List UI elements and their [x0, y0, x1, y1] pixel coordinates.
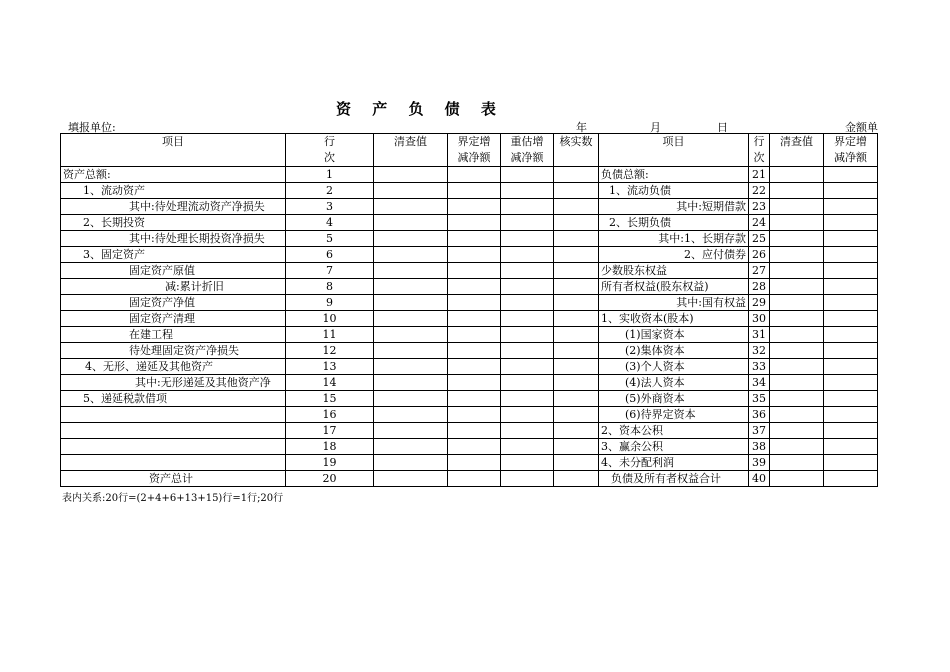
asset-verified-value: [554, 439, 599, 455]
asset-row-no: 4: [286, 215, 374, 231]
liability-defined-change: [824, 263, 878, 279]
liability-defined-change: [824, 215, 878, 231]
table-row: [61, 359, 878, 375]
asset-revalue-change: [501, 407, 554, 423]
header-row-no: 行 次: [286, 134, 374, 167]
asset-verified-value: [554, 263, 599, 279]
asset-item: 其中:无形递延及其他资产净: [61, 375, 286, 391]
liability-defined-change: [824, 327, 878, 343]
asset-defined-change: [448, 263, 501, 279]
asset-defined-change: [448, 295, 501, 311]
asset-check-value: [374, 391, 448, 407]
asset-revalue-change: [501, 439, 554, 455]
asset-item: 在建工程: [61, 327, 286, 343]
asset-item: 1、流动资产: [61, 183, 286, 199]
asset-defined-change: [448, 247, 501, 263]
asset-row-no: 5: [286, 231, 374, 247]
asset-defined-change: [448, 215, 501, 231]
liability-item: 3、赢余公积: [599, 439, 749, 455]
liability-defined-change: [824, 439, 878, 455]
table-row: [61, 471, 878, 487]
liability-row-no: 25: [749, 231, 770, 247]
liability-check-value: [770, 247, 824, 263]
asset-row-no: 14: [286, 375, 374, 391]
table-row: [61, 183, 878, 199]
asset-revalue-change: [501, 263, 554, 279]
asset-row-no: 12: [286, 343, 374, 359]
liability-item: (4)法人资本: [599, 375, 749, 391]
table-row: [61, 375, 878, 391]
liability-check-value: [770, 343, 824, 359]
header-row: [61, 134, 878, 167]
liability-item: 所有者权益(股东权益): [599, 279, 749, 295]
table-row: [61, 279, 878, 295]
asset-item: 固定资产净值: [61, 295, 286, 311]
asset-revalue-change: [501, 231, 554, 247]
asset-row-no: 6: [286, 247, 374, 263]
day-label: 日: [717, 121, 728, 134]
asset-row-no: 16: [286, 407, 374, 423]
liability-check-value: [770, 407, 824, 423]
header-item-right: 项目: [599, 134, 749, 167]
table-row: [61, 391, 878, 407]
table-row: [61, 199, 878, 215]
asset-check-value: [374, 215, 448, 231]
asset-check-value: [374, 263, 448, 279]
asset-revalue-change: [501, 391, 554, 407]
asset-row-no: 17: [286, 423, 374, 439]
asset-row-no: 10: [286, 311, 374, 327]
asset-defined-change: [448, 423, 501, 439]
asset-check-value: [374, 375, 448, 391]
liability-check-value: [770, 375, 824, 391]
liability-row-no: 21: [749, 167, 770, 183]
asset-verified-value: [554, 455, 599, 471]
liability-check-value: [770, 215, 824, 231]
liability-item: 其中:国有权益: [599, 295, 749, 311]
liability-check-value: [770, 167, 824, 183]
asset-revalue-change: [501, 359, 554, 375]
liability-defined-change: [824, 359, 878, 375]
liability-check-value: [770, 327, 824, 343]
balance-sheet-table: [60, 133, 878, 487]
asset-defined-change: [448, 327, 501, 343]
header-check-value-right: 清查值: [770, 134, 824, 167]
liability-item: 2、长期负债: [599, 215, 749, 231]
asset-revalue-change: [501, 247, 554, 263]
asset-check-value: [374, 423, 448, 439]
table-row: [61, 407, 878, 423]
asset-item: 资产总额:: [61, 167, 286, 183]
liability-item: (3)个人资本: [599, 359, 749, 375]
asset-row-no: 19: [286, 455, 374, 471]
asset-verified-value: [554, 167, 599, 183]
liability-row-no: 28: [749, 279, 770, 295]
asset-row-no: 1: [286, 167, 374, 183]
liability-check-value: [770, 391, 824, 407]
table-row: [61, 215, 878, 231]
liability-row-no: 37: [749, 423, 770, 439]
asset-row-no: 7: [286, 263, 374, 279]
liability-defined-change: [824, 407, 878, 423]
header-defined-change-right: 界定增 减净额: [824, 134, 878, 167]
asset-revalue-change: [501, 375, 554, 391]
liability-row-no: 36: [749, 407, 770, 423]
header-row-no-right: 行 次: [749, 134, 770, 167]
liability-defined-change: [824, 375, 878, 391]
asset-verified-value: [554, 359, 599, 375]
asset-check-value: [374, 199, 448, 215]
asset-revalue-change: [501, 215, 554, 231]
asset-item: [61, 423, 286, 439]
liability-defined-change: [824, 295, 878, 311]
liability-defined-change: [824, 279, 878, 295]
asset-defined-change: [448, 231, 501, 247]
asset-item: 减:累计折旧: [61, 279, 286, 295]
month-label: 月: [650, 121, 661, 134]
liability-defined-change: [824, 167, 878, 183]
page-title: 资 产 负 债 表: [336, 100, 504, 118]
liability-defined-change: [824, 311, 878, 327]
liability-check-value: [770, 471, 824, 487]
table-row: [61, 439, 878, 455]
table-row: [61, 311, 878, 327]
asset-check-value: [374, 183, 448, 199]
asset-item: 4、无形、递延及其他资产: [61, 359, 286, 375]
asset-row-no: 3: [286, 199, 374, 215]
asset-revalue-change: [501, 311, 554, 327]
asset-row-no: 2: [286, 183, 374, 199]
liability-row-no: 35: [749, 391, 770, 407]
table-row: [61, 231, 878, 247]
liability-row-no: 39: [749, 455, 770, 471]
asset-check-value: [374, 295, 448, 311]
asset-item: 固定资产清理: [61, 311, 286, 327]
liability-defined-change: [824, 471, 878, 487]
asset-check-value: [374, 455, 448, 471]
liability-check-value: [770, 231, 824, 247]
asset-revalue-change: [501, 343, 554, 359]
asset-row-no: 15: [286, 391, 374, 407]
asset-verified-value: [554, 231, 599, 247]
asset-row-no: 9: [286, 295, 374, 311]
amount-unit-label: 金额单: [845, 121, 878, 134]
asset-revalue-change: [501, 423, 554, 439]
asset-defined-change: [448, 407, 501, 423]
liability-check-value: [770, 311, 824, 327]
liability-row-no: 40: [749, 471, 770, 487]
liability-row-no: 38: [749, 439, 770, 455]
asset-defined-change: [448, 471, 501, 487]
asset-item: 3、固定资产: [61, 247, 286, 263]
asset-verified-value: [554, 391, 599, 407]
liability-defined-change: [824, 199, 878, 215]
asset-check-value: [374, 279, 448, 295]
asset-check-value: [374, 327, 448, 343]
header-item: 项目: [61, 134, 286, 167]
table-row: [61, 423, 878, 439]
liability-defined-change: [824, 183, 878, 199]
asset-check-value: [374, 343, 448, 359]
asset-defined-change: [448, 439, 501, 455]
liability-check-value: [770, 263, 824, 279]
asset-check-value: [374, 407, 448, 423]
asset-check-value: [374, 439, 448, 455]
liability-row-no: 29: [749, 295, 770, 311]
asset-revalue-change: [501, 295, 554, 311]
header-verified-value: 核实数: [554, 134, 599, 167]
liability-defined-change: [824, 391, 878, 407]
asset-item: 其中:待处理流动资产净损失: [61, 199, 286, 215]
asset-item: 资产总计: [61, 471, 286, 487]
asset-defined-change: [448, 455, 501, 471]
asset-verified-value: [554, 407, 599, 423]
asset-check-value: [374, 311, 448, 327]
liability-defined-change: [824, 455, 878, 471]
liability-row-no: 26: [749, 247, 770, 263]
asset-verified-value: [554, 247, 599, 263]
asset-defined-change: [448, 199, 501, 215]
liability-row-no: 34: [749, 375, 770, 391]
liability-item: 2、应付债券: [599, 247, 749, 263]
asset-verified-value: [554, 279, 599, 295]
asset-item: 其中:待处理长期投资净损失: [61, 231, 286, 247]
asset-verified-value: [554, 183, 599, 199]
asset-item: [61, 455, 286, 471]
liability-item: (1)国家资本: [599, 327, 749, 343]
asset-check-value: [374, 167, 448, 183]
table-note: 表内关系:20行=(2+4+6+13+15)行=1行;20行: [62, 493, 284, 504]
asset-row-no: 8: [286, 279, 374, 295]
asset-revalue-change: [501, 167, 554, 183]
liability-row-no: 32: [749, 343, 770, 359]
liability-check-value: [770, 423, 824, 439]
liability-check-value: [770, 439, 824, 455]
liability-item: 少数股东权益: [599, 263, 749, 279]
asset-item: 固定资产原值: [61, 263, 286, 279]
asset-verified-value: [554, 471, 599, 487]
table-row: [61, 343, 878, 359]
asset-row-no: 11: [286, 327, 374, 343]
table-body: [61, 167, 878, 487]
asset-row-no: 18: [286, 439, 374, 455]
asset-defined-change: [448, 391, 501, 407]
liability-item: (5)外商资本: [599, 391, 749, 407]
liability-item: (2)集体资本: [599, 343, 749, 359]
asset-row-no: 13: [286, 359, 374, 375]
asset-item: 5、递延税款借项: [61, 391, 286, 407]
table-row: [61, 167, 878, 183]
liability-item: 负债总额:: [599, 167, 749, 183]
liability-check-value: [770, 183, 824, 199]
liability-defined-change: [824, 343, 878, 359]
liability-defined-change: [824, 247, 878, 263]
liability-row-no: 24: [749, 215, 770, 231]
table-row: [61, 263, 878, 279]
liability-row-no: 30: [749, 311, 770, 327]
asset-defined-change: [448, 311, 501, 327]
asset-verified-value: [554, 375, 599, 391]
asset-revalue-change: [501, 279, 554, 295]
asset-item: 2、长期投资: [61, 215, 286, 231]
asset-revalue-change: [501, 183, 554, 199]
liability-item: 负债及所有者权益合计: [599, 471, 749, 487]
table-row: [61, 295, 878, 311]
liability-defined-change: [824, 423, 878, 439]
liability-item: 其中:短期借款: [599, 199, 749, 215]
asset-verified-value: [554, 311, 599, 327]
asset-check-value: [374, 471, 448, 487]
header-check-value: 清查值: [374, 134, 448, 167]
asset-verified-value: [554, 215, 599, 231]
liability-check-value: [770, 279, 824, 295]
liability-row-no: 23: [749, 199, 770, 215]
asset-check-value: [374, 231, 448, 247]
liability-item: 1、实收资本(股本): [599, 311, 749, 327]
asset-defined-change: [448, 343, 501, 359]
asset-verified-value: [554, 295, 599, 311]
table-row: [61, 247, 878, 263]
asset-defined-change: [448, 167, 501, 183]
asset-verified-value: [554, 327, 599, 343]
liability-defined-change: [824, 231, 878, 247]
asset-check-value: [374, 359, 448, 375]
asset-revalue-change: [501, 455, 554, 471]
asset-defined-change: [448, 279, 501, 295]
asset-revalue-change: [501, 327, 554, 343]
asset-revalue-change: [501, 471, 554, 487]
asset-verified-value: [554, 199, 599, 215]
asset-defined-change: [448, 359, 501, 375]
asset-revalue-change: [501, 199, 554, 215]
liability-item: (6)待界定资本: [599, 407, 749, 423]
liability-row-no: 31: [749, 327, 770, 343]
liability-item: 2、资本公积: [599, 423, 749, 439]
asset-defined-change: [448, 375, 501, 391]
header-defined-change: 界定增 减净额: [448, 134, 501, 167]
year-label: 年: [576, 121, 587, 134]
asset-defined-change: [448, 183, 501, 199]
liability-check-value: [770, 359, 824, 375]
liability-check-value: [770, 455, 824, 471]
liability-item: 4、未分配利润: [599, 455, 749, 471]
liability-row-no: 27: [749, 263, 770, 279]
asset-verified-value: [554, 343, 599, 359]
asset-item: [61, 439, 286, 455]
liability-item: 1、流动负债: [599, 183, 749, 199]
liability-row-no: 22: [749, 183, 770, 199]
reporting-unit-label: 填报单位:: [68, 121, 116, 134]
asset-verified-value: [554, 423, 599, 439]
header-revalue-change: 重估增 减净额: [501, 134, 554, 167]
asset-row-no: 20: [286, 471, 374, 487]
table-row: [61, 455, 878, 471]
table-row: [61, 327, 878, 343]
liability-item: 其中:1、长期存款: [599, 231, 749, 247]
asset-check-value: [374, 247, 448, 263]
asset-item: [61, 407, 286, 423]
liability-check-value: [770, 295, 824, 311]
asset-item: 待处理固定资产净损失: [61, 343, 286, 359]
liability-row-no: 33: [749, 359, 770, 375]
liability-check-value: [770, 199, 824, 215]
